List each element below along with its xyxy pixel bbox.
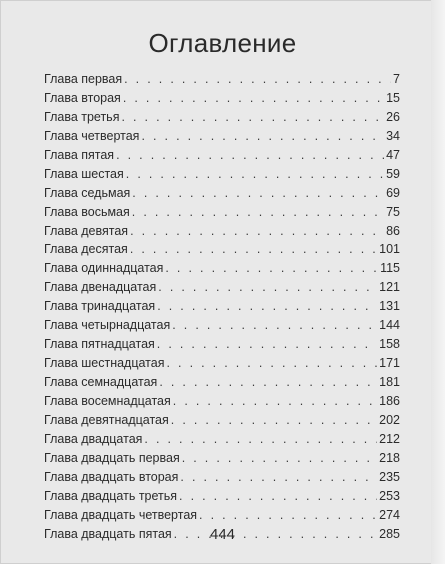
toc-leader-dots [116, 148, 384, 162]
toc-entry-title: Глава десятая [44, 242, 128, 257]
toc-entry-title: Глава двадцать третья [44, 488, 178, 503]
toc-leader-dots [157, 299, 377, 313]
toc-entry-title: Глава первая [44, 72, 123, 86]
toc-entry-page: 131 [379, 299, 400, 314]
toc-entry-title: Глава двадцать пятая [44, 526, 172, 541]
toc-entry [44, 356, 400, 375]
toc-entry [44, 205, 400, 224]
toc-entry-page: 34 [386, 128, 400, 143]
toc-entry [44, 167, 400, 186]
toc-leader-dots [173, 394, 377, 408]
toc-entry-title: Глава восемнадцатая [44, 393, 171, 408]
toc-entry-page: 115 [380, 261, 400, 276]
toc-entry-title: Глава двадцать первая [44, 450, 180, 465]
toc-entry-title: Глава девятнадцатая [44, 412, 169, 427]
toc-entry [44, 375, 400, 394]
toc-leader-dots [123, 91, 384, 105]
toc-entry [44, 148, 400, 167]
toc-entry-page: 235 [379, 469, 400, 484]
page-number: 444 [209, 526, 236, 543]
toc-entry-title: Глава четвертая [44, 128, 140, 143]
toc-entry-page: 47 [386, 147, 400, 162]
toc-entry-title: Глава вторая [44, 90, 121, 105]
toc-entry-title: Глава третья [44, 109, 120, 124]
toc-entry [44, 261, 400, 280]
toc-entry [44, 394, 400, 413]
toc-entry-page: 285 [379, 526, 400, 541]
toc-entry-page: 86 [386, 223, 400, 238]
toc-entry-title: Глава шестая [44, 166, 124, 181]
toc-entry [44, 432, 400, 451]
toc-entry-page: 7 [393, 72, 400, 86]
toc-leader-dots [132, 205, 384, 219]
toc-leader-dots [132, 186, 384, 200]
toc-entry-title: Глава двенадцатая [44, 280, 157, 295]
toc-entry [44, 280, 400, 299]
toc-entry-page: 69 [386, 185, 400, 200]
toc-entry [44, 242, 400, 261]
toc-entry-page: 26 [386, 109, 400, 124]
toc-entry [44, 299, 400, 318]
toc-leader-dots [158, 280, 377, 294]
toc-entry-page: 15 [386, 90, 400, 105]
toc-entry [44, 186, 400, 205]
toc-leader-dots [180, 470, 377, 484]
toc-entry-page: 75 [386, 204, 400, 219]
table-of-contents [44, 72, 400, 545]
toc-entry-title: Глава шестнадцатая [44, 356, 165, 371]
toc-leader-dots [166, 356, 377, 370]
toc-entry-page: 121 [379, 280, 400, 295]
toc-entry-page: 186 [379, 393, 400, 408]
toc-entry [44, 451, 400, 470]
toc-leader-dots [179, 489, 377, 503]
toc-entry [44, 91, 400, 110]
toc-entry-page: 59 [386, 166, 400, 181]
toc-entry-title: Глава пятая [44, 147, 115, 162]
toc-leader-dots [124, 72, 391, 86]
toc-entry-title: Глава двадцать вторая [44, 469, 179, 484]
toc-leader-dots [126, 167, 384, 181]
toc-entry [44, 337, 400, 356]
toc-leader-dots [171, 413, 377, 427]
toc-entry-page: 181 [379, 375, 400, 389]
toc-leader-dots [157, 337, 377, 351]
toc-leader-dots [130, 224, 384, 238]
toc-entry-title: Глава седьмая [44, 185, 131, 200]
toc-entry-title: Глава восьмая [44, 204, 130, 219]
toc-leader-dots [121, 110, 384, 124]
toc-entry [44, 224, 400, 243]
toc-entry-page: 253 [379, 488, 400, 503]
toc-entry [44, 318, 400, 337]
toc-entry [44, 508, 400, 527]
toc-entry-page: 274 [379, 507, 400, 522]
toc-entry-page: 202 [379, 412, 400, 427]
toc-entry-page: 101 [379, 242, 400, 257]
toc-entry-title: Глава пятнадцатая [44, 337, 155, 352]
toc-leader-dots [130, 242, 377, 256]
toc-leader-dots [199, 508, 377, 522]
toc-entry-title: Глава четырнадцатая [44, 318, 171, 333]
toc-leader-dots [159, 375, 377, 389]
toc-entry-title: Глава девятая [44, 223, 129, 238]
toc-entry-page: 144 [379, 318, 400, 333]
toc-entry [44, 413, 400, 432]
toc-heading: Оглавление [148, 28, 297, 58]
toc-entry-page: 218 [379, 450, 400, 465]
toc-leader-dots [144, 432, 377, 446]
toc-entry-title: Глава тринадцатая [44, 299, 156, 314]
toc-leader-dots [165, 261, 378, 275]
page-edge-shadow [431, 0, 445, 564]
toc-entry [44, 129, 400, 148]
toc-entry [44, 470, 400, 489]
toc-entry [44, 72, 400, 91]
toc-entry-title: Глава одиннадцатая [44, 261, 164, 276]
toc-entry-page: 171 [379, 356, 400, 371]
toc-leader-dots [172, 318, 377, 332]
toc-entry-title: Глава двадцатая [44, 431, 143, 446]
toc-leader-dots [141, 129, 384, 143]
toc-entry-title: Глава семнадцатая [44, 375, 158, 389]
toc-entry [44, 110, 400, 129]
toc-entry-page: 212 [379, 431, 400, 446]
toc-leader-dots [182, 451, 377, 465]
toc-entry-page: 158 [379, 337, 400, 352]
toc-entry-title: Глава двадцать четвертая [44, 507, 198, 522]
toc-entry [44, 489, 400, 508]
